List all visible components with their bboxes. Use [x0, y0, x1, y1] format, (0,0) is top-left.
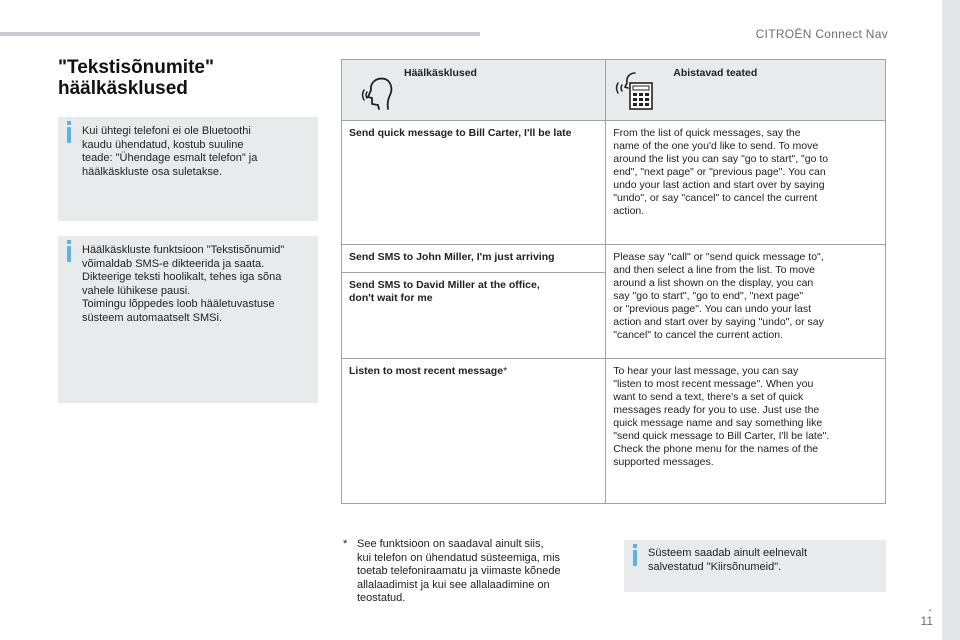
command-cell — [342, 359, 606, 504]
commands-header-label: Häälkäsklused — [404, 67, 477, 79]
info-box-bluetooth — [58, 117, 318, 221]
help-text: To hear your last message, you can say "listen to most recent message". When you want to send a text, there's a set of quick messages ready for you to use. Just use the quick message name and say something like "send quick message to Bill Carter, I'll be late". Check the phone menu for the names of the supported messages. — [613, 365, 830, 468]
table-header-row — [342, 60, 886, 121]
info-icon — [67, 246, 71, 262]
info-box-sms — [58, 236, 318, 403]
info-icon — [67, 127, 71, 143]
help-header-label: Abistavad teated — [673, 67, 758, 79]
info-text-bluetooth: Kui ühtegi telefoni ei ole Bluetoothi kaudu ühendatud, kostub suuline teade: "Ühendage esmalt telefon" ja häälkäskluste osa suletakse. — [82, 125, 258, 178]
info-text-quick-messages: Süsteem saadab ainult eelnevalt salvestatud "Kiirsõnumeid". — [648, 547, 807, 573]
command-cell — [342, 245, 606, 273]
table-header-help — [606, 60, 886, 121]
info-box-quick-messages — [624, 540, 886, 592]
page-dot: . — [928, 598, 932, 614]
table-header-commands — [342, 60, 606, 121]
command-text: Send SMS to David Miller at the office, don't wait for me — [349, 279, 540, 304]
page-number: 11 — [920, 614, 933, 628]
voice-command-table — [341, 59, 886, 504]
table-row — [342, 121, 886, 245]
section-title-line2: häälkäsklused — [58, 78, 188, 99]
command-text: Send SMS to John Miller, I'm just arriving — [349, 251, 555, 263]
keypad-device-icon — [615, 71, 655, 111]
table-row — [342, 245, 886, 273]
footnote-text: See funktsioon on saadaval ainult siis, kui telefon on ühendatud süsteemiga, mis toetab telefoniraamatu ja viimaste kõnede allalaadimist ja kui see allalaadimine on teostatud. — [357, 538, 561, 604]
header-rule — [0, 32, 480, 36]
help-cell — [606, 121, 886, 245]
info-icon — [633, 550, 637, 566]
footnote-star: * — [343, 538, 348, 550]
help-cell — [606, 245, 886, 359]
command-cell — [342, 273, 606, 359]
help-cell — [606, 359, 886, 504]
info-text-sms: Häälkäskluste funktsioon "Tekstisõnumid" võimaldab SMS-e dikteerida ja saata. Dikteerige teksti hoolikalt, tehes iga sõna vahele lühikese pausi. Toimingu lõppedes loob hääletuvastuse süsteem automaatselt SMSi. — [82, 244, 285, 324]
command-cell — [342, 121, 606, 245]
section-title-line1: "Tekstisõnumite" — [58, 57, 214, 78]
command-text: Listen to most recent message — [349, 365, 504, 377]
command-text: Send quick message to Bill Carter, I'll be late — [349, 127, 572, 139]
footnote — [343, 538, 603, 606]
table-row — [342, 359, 886, 504]
help-text: From the list of quick messages, say the name of the one you'd like to send. To move around the list you can say "go to start", "go to end", "next page" or "previous page". You can undo your last action and start over by saying "undo", or say "cancel" to cancel the current action. — [613, 127, 829, 217]
section-title — [58, 57, 214, 99]
footnote-marker: * — [503, 365, 508, 377]
brand-name: CITROËN Connect Nav — [755, 27, 888, 41]
help-text: Please say "call" or "send quick message to", and then select a line from the list. To move around a list shown on the display, you can say "go to start", "go to end", "next page" or "previous page". You can undo your last action and start over by saying "undo", or say "cancel" to cancel the current action. — [613, 251, 824, 341]
page-edge-strip — [942, 0, 960, 640]
speaking-head-icon — [361, 75, 397, 111]
